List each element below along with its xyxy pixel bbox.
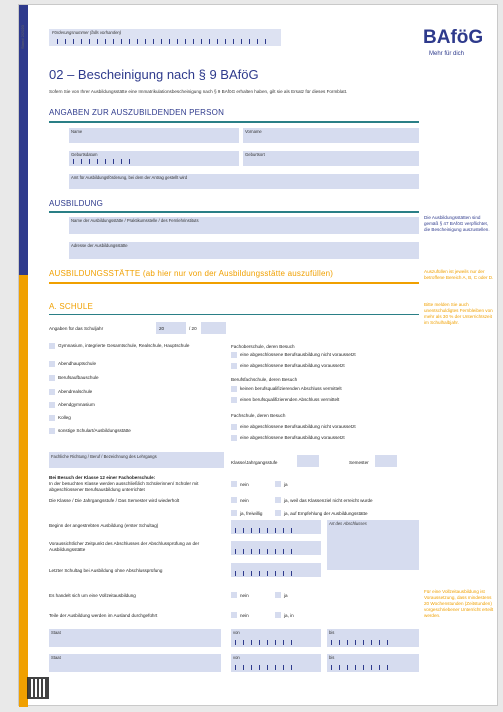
vollzeit-nein-label: nein <box>240 593 249 598</box>
berufsfach-opt-1: keinen berufsqualifizierenden Abschluss vermittelt <box>240 386 342 391</box>
option-sonstige: sonstige Schulart/Ausbildungsstätte <box>58 428 131 433</box>
form-page <box>18 4 498 706</box>
checkbox-abendhauptschule[interactable] <box>49 361 55 367</box>
fachschule-opt-2: eine abgeschlossene Berufsausbildung voraussetzt <box>240 435 345 440</box>
checkbox-sonstige[interactable] <box>49 428 55 434</box>
geburtsdatum-label: Geburtsdatum <box>71 152 98 157</box>
wiederholt-ja-weil-label: ja, weil das Klassenziel nicht erreicht wurde <box>284 498 373 503</box>
checkbox-fachober-2[interactable] <box>231 363 237 369</box>
orange-side-stripe <box>19 275 28 707</box>
section-schule-heading: A. SCHULE <box>49 302 94 311</box>
checkbox-klasse12-nein[interactable] <box>231 481 237 487</box>
wiederholt-empfehlung-label: ja, auf Empfehlung der Ausbildungsstätte <box>284 511 368 516</box>
option-berufsaufbauschule: Berufsaufbauschule <box>58 375 99 380</box>
staat-label-1: Staat <box>51 630 61 635</box>
klasse12-ja-label: ja <box>284 482 288 487</box>
von-ticks-2 <box>235 665 299 670</box>
checkbox-ausland-nein[interactable] <box>231 612 237 618</box>
staat-field-2[interactable] <box>49 654 221 672</box>
fachrichtung-label: Fachliche Richtung / Beruf / Bezeichnung des Lehrgangs <box>51 454 157 459</box>
checkbox-wiederholt-nein[interactable] <box>231 497 237 503</box>
logo-subtitle: Mehr für dich <box>429 51 465 57</box>
ausland-label: Teile der Ausbildung werden im Ausland durchgeführt <box>49 613 158 618</box>
vorname-label: Vorname <box>245 129 262 134</box>
checkbox-wiederholt-empfehlung[interactable] <box>275 510 281 516</box>
staette-note: Auszufüllen ist jeweils nur der betroffene Bereich A, B, C oder D. <box>424 269 494 280</box>
zeitpunkt-ticks <box>235 549 299 554</box>
section-schule-rule <box>49 314 419 315</box>
semester-field[interactable] <box>375 455 397 467</box>
amt-label: Amt für Ausbildungsförderung, bei dem der Antrag gestellt wird <box>71 175 188 180</box>
von-label-1: von <box>233 630 240 635</box>
geburtsort-field[interactable] <box>243 151 419 166</box>
section-staette-rule <box>49 282 419 284</box>
qr-code-icon <box>27 677 49 699</box>
fachschule-opt-1: eine abgeschlossene Berufsausbildung nicht voraussetzt <box>240 424 356 429</box>
schule-note: Bitte melden Sie auch unentschuldigtes Fernbleiben von mehr als 30 % der Unterrichtszeit im Schulhalbjahr. <box>424 302 493 325</box>
staat-label-2: Staat <box>51 655 61 660</box>
option-abendgymnasium: Abendgymnasium <box>58 402 95 407</box>
bis-label-1: bis <box>329 630 335 635</box>
abschluss-art-field[interactable] <box>327 520 419 570</box>
checkbox-berufsfach-1[interactable] <box>231 386 237 392</box>
fachschule-title: Fachschule, deren Besuch <box>231 413 286 418</box>
schuljahr-20-b: / 20 <box>189 326 197 331</box>
fachober-opt-2: eine abgeschlossene Berufsausbildung voraussetzt <box>240 363 345 368</box>
berufsfach-title: Berufsfachschule, deren Besuch <box>231 377 298 382</box>
klasse-label: Klasse/Jahrgangsstufe <box>231 460 278 465</box>
intro-text: Sofern Sie von Ihrer Ausbildungsstätte eine Immatrikulationsbescheinigung nach § 9 BAföG erhalten haben, gilt sie als Ersatz für dieses Formblatt. <box>49 89 348 94</box>
geburtsort-label: Geburtsort <box>245 152 265 157</box>
klasse12-question: Bei Besuch der Klasse 12 einer Fachoberschule: <box>49 475 156 480</box>
section-person-heading: ANGABEN ZUR AUSZUBILDENDEN PERSON <box>49 108 225 117</box>
bis-label-2: bis <box>329 655 335 660</box>
checkbox-abendgymnasium[interactable] <box>49 402 55 408</box>
checkbox-fachschule-2[interactable] <box>231 435 237 441</box>
name-field[interactable] <box>69 128 239 143</box>
ausbildungsstaette-name-label: Name der Ausbildungsstätte / Praktikumsstelle / des Fernlehrinstituts <box>71 218 199 223</box>
berufsfach-opt-2: einen berufsqualifizierenden Abschluss vermittelt <box>240 397 340 402</box>
wiederholt-nein-label: nein <box>240 498 249 503</box>
schuljahr-to-field[interactable] <box>201 322 226 334</box>
bis-ticks-2 <box>331 665 395 670</box>
klasse-field[interactable] <box>297 455 319 467</box>
letzter-schultag-ticks <box>235 571 299 576</box>
foerdernummer-label: Förderungsnummer (falls vorhanden) <box>52 30 122 35</box>
beginn-ticks <box>235 528 299 533</box>
checkbox-wiederholt-ja-weil[interactable] <box>275 497 281 503</box>
wiederholt-freiwillig-label: ja, freiwillig <box>240 511 263 516</box>
staat-field-1[interactable] <box>49 629 221 647</box>
vorname-field[interactable] <box>243 128 419 143</box>
fachober-opt-1: eine abgeschlossene Berufsausbildung nicht voraussetzt <box>240 352 356 357</box>
section-staette-heading: AUSBILDUNGSSTÄTTE (ab hier nur von der Ausbildungsstätte auszufüllen) <box>49 269 334 278</box>
abschluss-art-label: Art des Abschlusses <box>329 521 367 526</box>
wiederholt-question: Die Klasse / Die Jahrgangsstufe / Das Semester wird wiederholt <box>49 498 180 503</box>
checkbox-gymnasium[interactable] <box>49 343 55 349</box>
letzter-schultag-label: Letzter Schultag bei Ausbildung ohne Abschlussprüfung <box>49 568 163 573</box>
schuljahr-20-a: 20 <box>159 326 165 331</box>
geburtsdatum-ticks <box>73 159 137 164</box>
option-abendrealschule: Abendrealschule <box>58 389 93 394</box>
option-gymnasium: Gymnasium, integrierte Gesamtschule, Realschule, Hauptschule <box>58 343 190 348</box>
vollzeit-ja-label: ja <box>284 593 288 598</box>
beginn-label: Beginn der angestrebten Ausbildung (erster Schultag) <box>49 523 159 528</box>
section-ausbildung-heading: AUSBILDUNG <box>49 199 104 208</box>
page-title: 02 – Bescheinigung nach § 9 BAföG <box>49 67 259 82</box>
semester-label: Semester <box>349 460 369 465</box>
foerdernummer-ticks <box>57 39 273 44</box>
checkbox-kolleg[interactable] <box>49 415 55 421</box>
checkbox-wiederholt-freiwillig[interactable] <box>231 510 237 516</box>
checkbox-abendrealschule[interactable] <box>49 389 55 395</box>
fachober-title: Fachoberschule, deren Besuch <box>231 344 295 349</box>
ausbildungsstaette-adresse-label: Adresse der Ausbildungsstätte <box>71 243 128 248</box>
section-ausbildung-rule <box>49 211 419 213</box>
klasse12-nein-label: nein <box>240 482 249 487</box>
bis-ticks-1 <box>331 640 395 645</box>
checkbox-ausland-ja[interactable] <box>275 612 281 618</box>
checkbox-vollzeit-nein[interactable] <box>231 592 237 598</box>
zeitpunkt-label: Voraussichtlicher Zeitpunkt des Abschlusses der Abschlussprüfung an der Ausbildungsstätte <box>49 541 200 552</box>
bafoeg-logo: BAföG <box>423 27 484 48</box>
checkbox-berufsfach-2[interactable] <box>231 397 237 403</box>
von-label-2: von <box>233 655 240 660</box>
vollzeit-label: Es handelt sich um eine Vollzeitausbildung <box>49 593 136 598</box>
ausland-ja-in-label: ja, in <box>284 613 294 618</box>
stand-label: Stand 2/2020 <box>20 25 25 49</box>
checkbox-vollzeit-ja[interactable] <box>275 592 281 598</box>
vollzeit-note: Für eine Vollzeitausbildung ist Voraussetzung, dass mindestens 20 Wochenstunden (Zeitstunden) vorgeschriebener Unterricht erteilt werden. <box>424 589 494 618</box>
klasse12-text: In der besuchten Klasse werden ausschließlich Schülerinnen/ Schüler mit abgeschlossener Berufsausbildung unterrichtet <box>49 481 199 492</box>
option-abendhauptschule: Abendhauptschule <box>58 361 97 366</box>
schuljahr-label: Angaben für das Schuljahr <box>49 326 104 331</box>
checkbox-fachschule-1[interactable] <box>231 424 237 430</box>
section-person-rule <box>49 121 419 123</box>
von-ticks-1 <box>235 640 299 645</box>
ausland-nein-label: nein <box>240 613 249 618</box>
checkbox-berufsaufbauschule[interactable] <box>49 375 55 381</box>
checkbox-fachober-1[interactable] <box>231 352 237 358</box>
option-kolleg: Kolleg <box>58 415 71 420</box>
ausbildung-note: Die Ausbildungsstätten sind gemäß § 47 BAföG verpflichtet, die Bescheinigung auszustellen. <box>424 215 490 232</box>
name-label: Name <box>71 129 83 134</box>
checkbox-klasse12-ja[interactable] <box>275 481 281 487</box>
